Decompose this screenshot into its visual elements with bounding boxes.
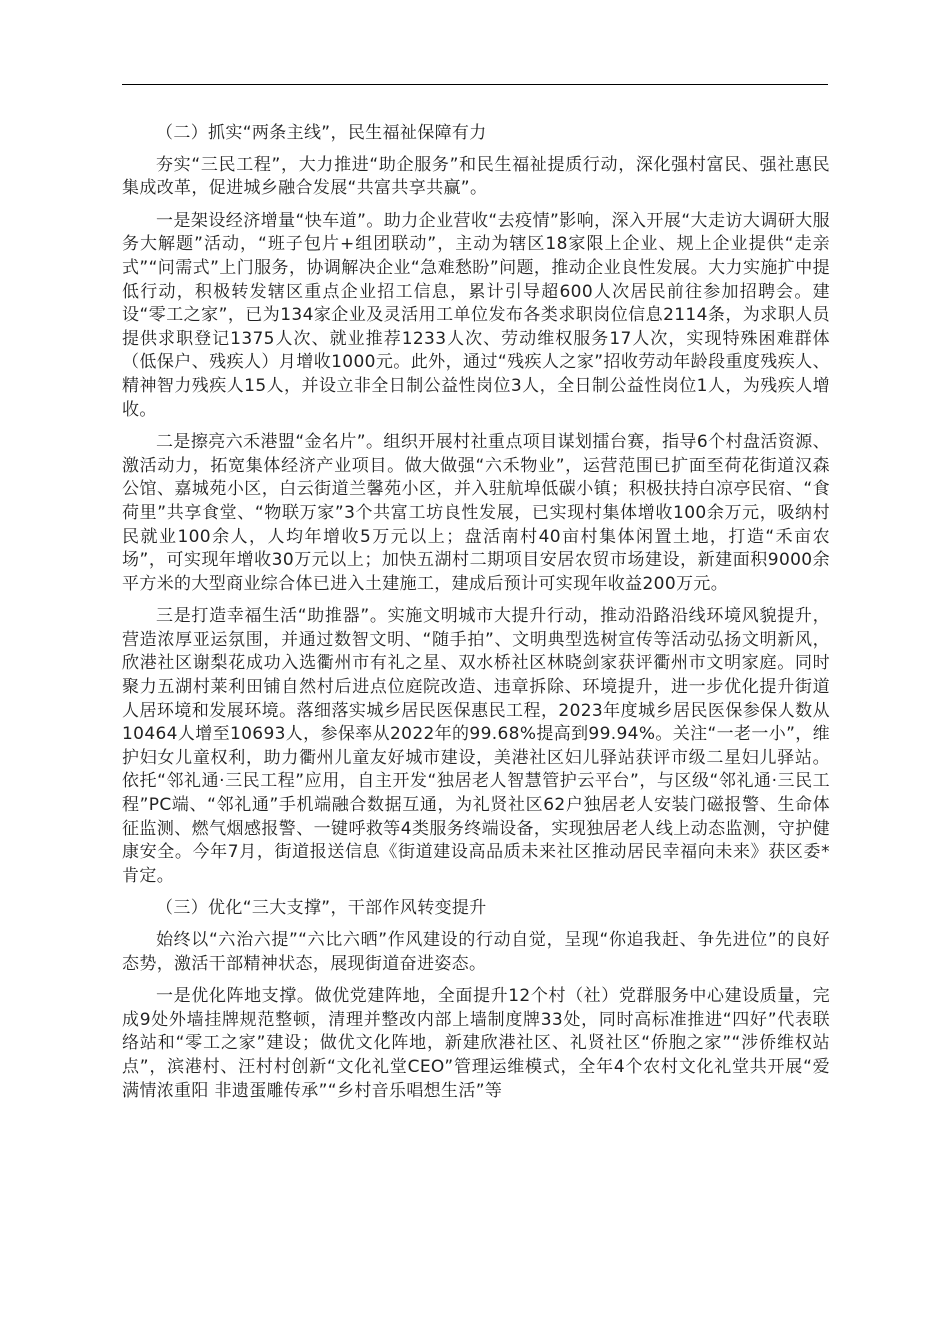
document-body	[122, 122, 830, 1112]
section-heading-3: （三）优化“三大支撑”，干部作风转变提升	[156, 898, 487, 919]
body-paragraph: 二是擦亮六禾港盟“金名片”。组织开展村社重点项目谋划擂台赛，指导6个村盘活资源、激活动力，拓宽集体经济产业项目。做大做强“六禾物业”，运营范围已扩面至荷花街道汉森公馆、嘉城苑小区，白云街道兰馨苑小区，并入驻航埠低碳小镇；积极扶持白凉亭民宿、“食荷里”共享食堂、“物联万家”3个共富工坊良性发展，已实现村集体增收100余万元，吸纳村民就业100余人，人均年增收5万元以上；盘活南村40亩村集体闲置土地，打造“禾亩农场”，可实现年增收30万元以上；加快五湖村二期项目安居农贸市场建设，新建面积9000余平方米的大型商业综合体已进入土建施工，建成后预计可实现年收益200万元。	[122, 432, 830, 594]
section-heading-2: （二）抓实“两条主线”，民生福祉保障有力	[156, 123, 487, 143]
header-divider	[122, 84, 828, 85]
body-paragraph: 夯实“三民工程”，大力推进“助企服务”和民生福祉提质行动，深化强村富民、强社惠民集成改革，促进城乡融合发展“共富共享共赢”。	[122, 154, 830, 199]
body-paragraph: 一是优化阵地支撑。做优党建阵地，全面提升12个村（社）党群服务中心建设质量，完成9处外墙挂牌规范整顿，清理并整改内部上墙制度牌33处，同时高标准推进“四好”代表联络站和“零工之家”建设；做优文化阵地，新建欣港社区、礼贤社区“侨胞之家”“涉侨维权站点”，滨港村、汪村村创新“文化礼堂CEO”管理运维模式，全年4个农村文化礼堂共开展“爱满情浓重阳 非遗蛋雕传承”“乡村音乐唱想生活”等	[122, 986, 830, 1101]
body-paragraph: 一是架设经济增量“快车道”。助力企业营收“去疫情”影响，深入开展“大走访大调研大服务大解题”活动，“班子包片+组团联动”，主动为辖区18家限上企业、规上企业提供“走亲式”“问需式”上门服务，协调解决企业“急难愁盼”问题，推动企业良性发展。大力实施扩中提低行动，积极转发辖区重点企业招工信息，累计引导超600人次居民前往参加招聘会。建设“零工之家”，已为134家企业及灵活用工单位发布各类求职岗位信息2114条，为求职人员提供求职登记1375人次、就业推荐1233人次、劳动维权服务17人次，实现特殊困难群体（低保户、残疾人）月增收1000元。此外，通过“残疾人之家”招收劳动年龄段重度残疾人、精神智力残疾人15人，并设立非全日制公益性岗位3人，全日制公益性岗位1人，为残疾人增收。	[122, 210, 830, 420]
body-paragraph: 始终以“六治六提”“六比六晒”作风建设的行动自觉，呈现“你追我赶、争先进位”的良好态势，激活干部精神状态，展现街道奋进姿态。	[122, 930, 830, 974]
body-paragraph: 三是打造幸福生活“助推器”。实施文明城市大提升行动，推动沿路沿线环境风貌提升，营造浓厚亚运氛围，并通过数智文明、“随手拍”、文明典型选树宣传等活动弘扬文明新风，欣港社区谢梨花成功入选衢州市有礼之星、双水桥社区林晓剑家获评衢州市文明家庭。同时聚力五湖村莱利田铺自然村后进点位庭院改造、违章拆除、环境提升，进一步优化提升街道人居环境和发展环境。落细落实城乡居民医保惠民工程，2023年度城乡居民医保参保人数从10464人增至10693人，参保率从2022年的99.68%提高到99.94%。关注“一老一小”，维护妇女儿童权利，助力衢州儿童友好城市建设，美港社区妇儿驿站获评市级二星妇儿驿站。依托“邻礼通·三民工程”应用，自主开发“独居老人智慧管护云平台”，与区级“邻礼通·三民工程”PC端、“邻礼通”手机端融合数据互通，为礼贤社区62户独居老人安装门磁报警、生命体征监测、燃气烟感报警、一键呼救等4类服务终端设备，实现独居老人线上动态监测，守护健康安全。今年7月，街道报送信息《街道建设高品质未来社区推动居民幸福向未来》获区委*肯定。	[122, 606, 830, 886]
